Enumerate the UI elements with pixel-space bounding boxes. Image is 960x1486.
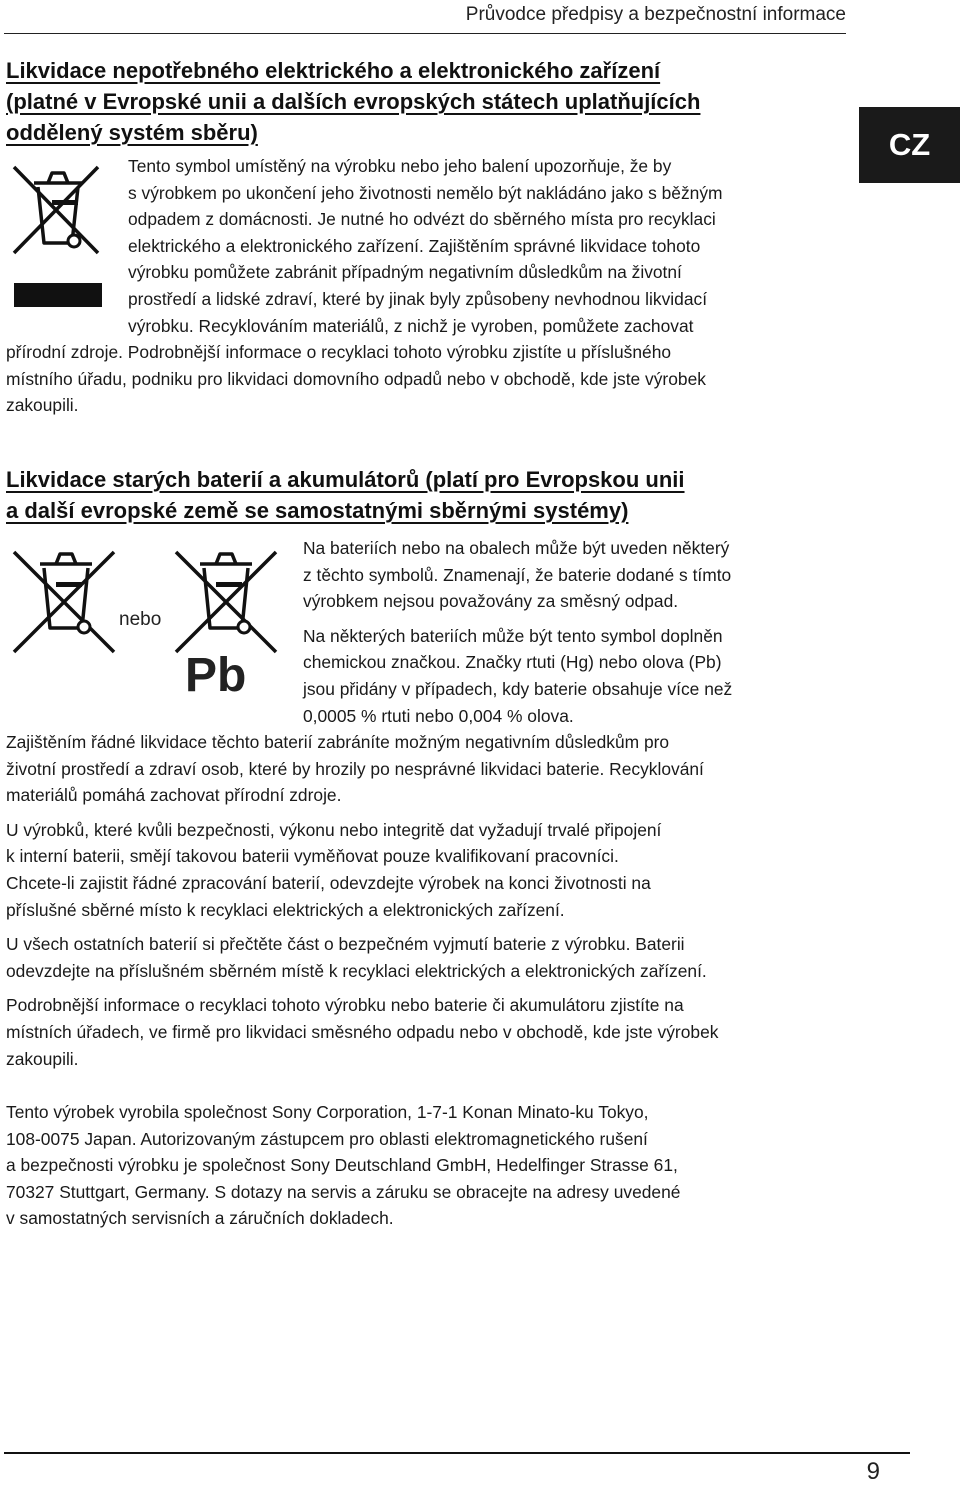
text-line: U výrobků, které kvůli bezpečnosti, výkonu nebo integritě dat vyžadují trvalé připojení — [6, 819, 662, 840]
pb-symbol-label: Pb — [185, 649, 247, 702]
text-line: Tento výrobek vyrobila společnost Sony Corporation, 1-7-1 Konan Minato-ku Tokyo, — [6, 1102, 649, 1122]
section2-heading — [6, 464, 856, 526]
nebo-label: nebo — [119, 609, 162, 630]
footer-divider — [4, 1452, 910, 1454]
text-line: s výrobkem po ukončení jeho životnosti nemělo být nakládáno jako s běžným — [128, 182, 723, 203]
paragraph — [6, 817, 858, 923]
text-line: elektrického a elektronického zařízení. Zajištěním správné likvidace tohoto — [128, 235, 701, 256]
text-line: výrobku. Recyklováním materiálů, z nichž je vyroben, pomůžete zachovat — [128, 315, 694, 336]
text-line: přírodní zdroje. Podrobnější informace o recyklaci tohoto výrobku zjistíte u příslušného — [6, 342, 672, 362]
section2-symbol-text — [303, 535, 848, 729]
paragraph — [6, 992, 858, 1072]
section2-paragraphs — [6, 729, 858, 1072]
heading-line: Likvidace nepotřebného elektrického a elektronického zařízení — [6, 58, 661, 83]
text-line: Na některých bateriích může být tento symbol doplněn — [303, 625, 723, 646]
text-line: výrobkem nejsou považovány za směsný odpad. — [303, 591, 679, 612]
text-line: Podrobnější informace o recyklaci tohoto výrobku nebo baterie či akumulátoru zjistíte na — [6, 995, 684, 1016]
text-line: Zajištěním řádné likvidace těchto baterií zabráníte možným negativním důsledkům pro — [6, 732, 670, 752]
text-line: Chcete-li zajistit řádné zpracování baterií, odevzdejte výrobek na konci životnosti na — [6, 872, 651, 893]
text-line: materiálů pomáhá zachovat přírodní zdroje. — [6, 785, 342, 806]
text-line: prostředí a lidské zdraví, které by jinak byly způsobeny nevhodnou likvidací — [128, 288, 708, 309]
crossed-bin-icon — [10, 548, 122, 658]
heading-line: Likvidace starých baterií a akumulátorů (platí pro Evropskou unii — [6, 467, 685, 492]
text-line: Tento symbol umístěný na výrobku nebo jeho balení upozorňuje, že by — [128, 156, 672, 176]
heading-line: a další evropské země se samostatnými sběrnými systémy) — [6, 498, 629, 523]
text-line: místních úřadech, ve firmě pro likvidaci směsného odpadu nebo v obchodě, kde jste výrobek — [6, 1021, 719, 1042]
paragraph — [6, 931, 858, 984]
header-divider — [4, 33, 846, 34]
text-line: jsou přidány v případech, kdy baterie obsahuje více než — [303, 678, 733, 699]
text-line: k interní baterii, smějí takovou baterii vyměňovat pouze kvalifikovaní pracovníci. — [6, 846, 619, 867]
heading-line: oddělený systém sběru) — [6, 120, 258, 145]
text-line: odevzdejte na příslušném sběrném místě k recyklaci elektrických a elektronických zařízení. — [6, 960, 707, 981]
paragraph — [6, 729, 858, 809]
page-number: 9 — [866, 1458, 880, 1485]
text-line: z těchto symbolů. Znamenají, že baterie dodané s tímto — [303, 564, 732, 585]
heading-line: (platné v Evropské unii a dalších evropských státech uplatňujících — [6, 89, 701, 114]
section1-indented-text — [128, 153, 848, 339]
text-line: 108-0075 Japan. Autorizovaným zástupcem pro oblasti elektromagnetického rušení — [6, 1128, 648, 1149]
text-line: v samostatných servisních a záručních dokladech. — [6, 1208, 394, 1229]
crossed-bin-icon — [8, 155, 108, 315]
section1-full-text — [6, 339, 852, 419]
text-line: zakoupili. — [6, 395, 79, 416]
text-line: chemickou značkou. Značky rtuti (Hg) nebo olova (Pb) — [303, 652, 722, 673]
text-line: odpadem z domácnosti. Je nutné ho odvézt do sběrného místa pro recyklaci — [128, 209, 716, 230]
crossed-bin-pb-icon — [172, 548, 282, 658]
text-line: 0,0005 % rtuti nebo 0,004 % olova. — [303, 705, 574, 726]
text-line: zakoupili. — [6, 1048, 79, 1069]
text-line: životní prostředí a zdraví osob, které by hrozily po nesprávné likvidaci baterie. Recyklování — [6, 758, 704, 779]
text-line: výrobku pomůžete zabránit případným negativním důsledkům na životní — [128, 262, 682, 283]
text-line: U všech ostatních baterií si přečtěte část o bezpečném vyjmutí baterie z výrobku. Baterii — [6, 934, 685, 955]
manufacturer-info — [6, 1099, 858, 1232]
section1-heading — [6, 55, 856, 148]
text-line: a bezpečnosti výrobku je společnost Sony Deutschland GmbH, Hedelfinger Strasse 61, — [6, 1155, 678, 1176]
text-line: 70327 Stuttgart, Germany. S dotazy na servis a záruku se obracejte na adresy uvedené — [6, 1181, 681, 1202]
text-line: místního úřadu, podniku pro likvidaci domovního odpadů nebo v obchodě, kde jste výrobek — [6, 368, 706, 389]
page-header-title: Průvodce předpisy a bezpečnostní informace — [465, 4, 846, 25]
text-line: příslušné sběrné místo k recyklaci elektrických a elektronických zařízení. — [6, 899, 565, 920]
language-tab: CZ — [859, 107, 960, 183]
text-line: Na bateriích nebo na obalech může být uveden některý — [303, 538, 730, 558]
